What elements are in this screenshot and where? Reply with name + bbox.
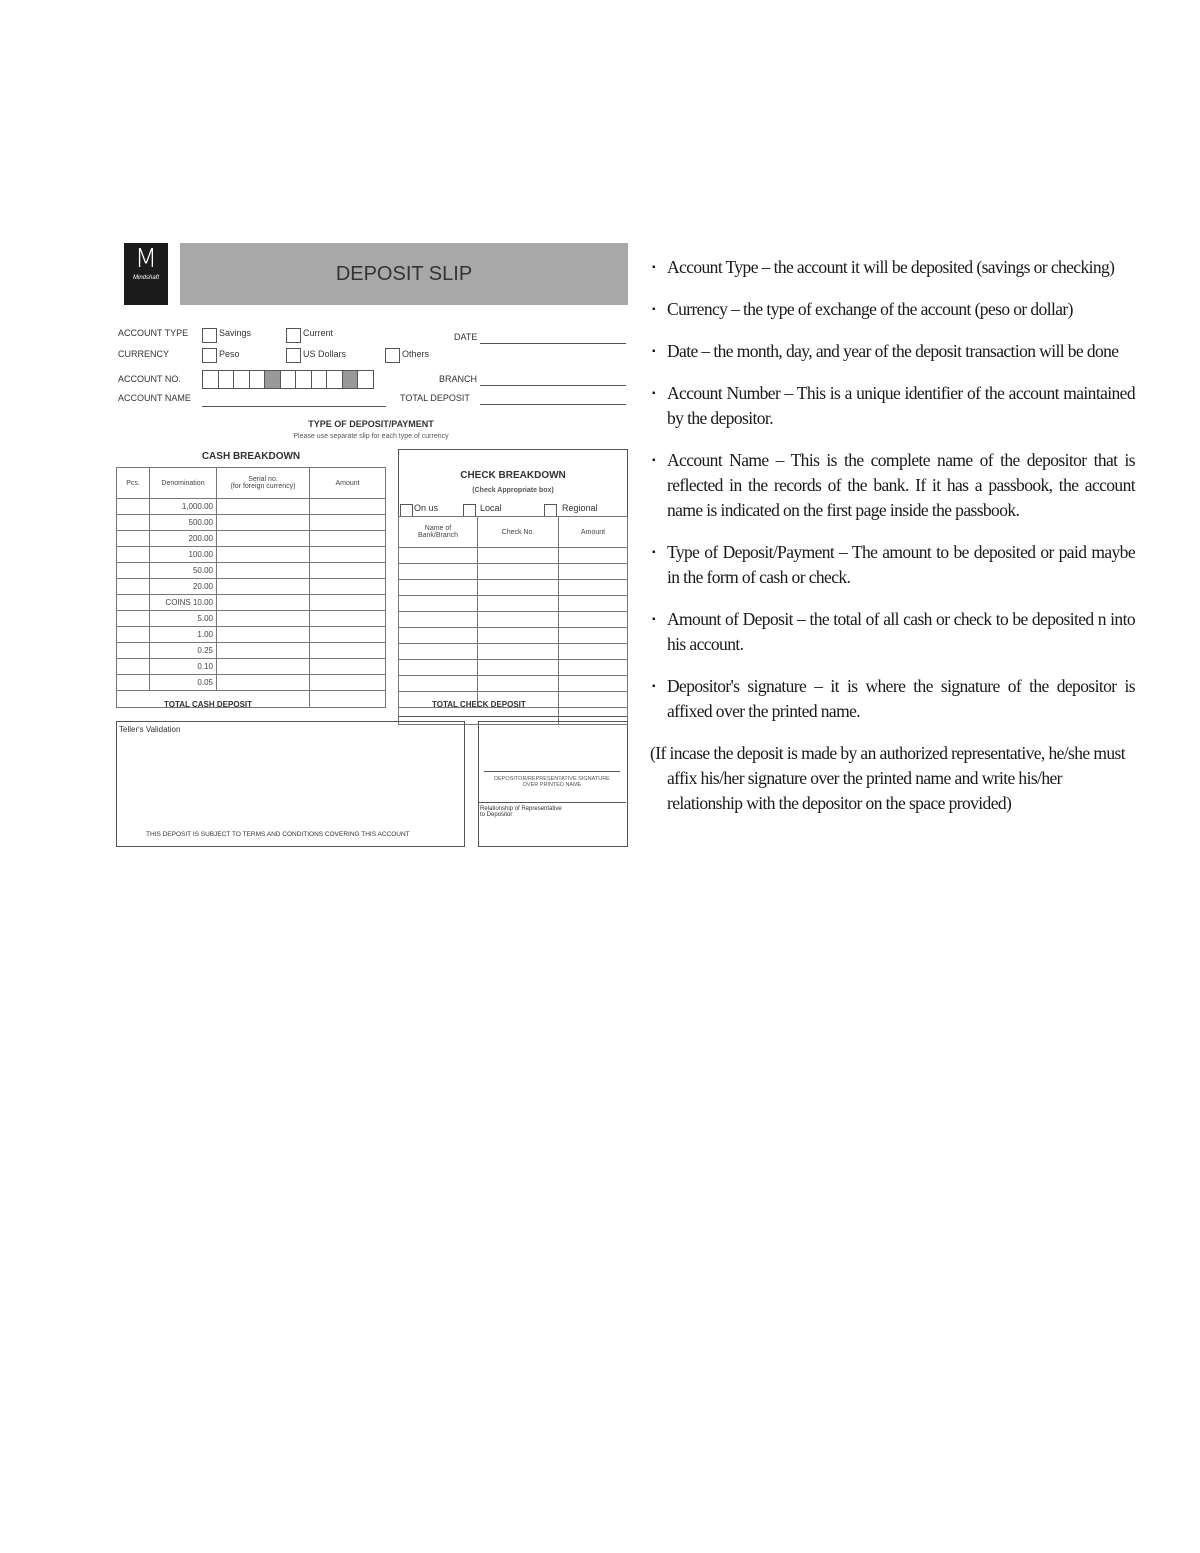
amount-cell[interactable] (310, 563, 386, 579)
check-breakdown-table (398, 516, 628, 725)
account-no-boxes[interactable] (202, 370, 374, 389)
denomination-cell: 0.25 (150, 643, 217, 659)
bank-branch-cell[interactable] (399, 660, 478, 676)
explanation-account-number: ▪ Account Number – This is a unique identifier of the account maintained by the depositor. (650, 381, 1135, 431)
check-amount-cell[interactable] (559, 644, 628, 660)
pcs-cell[interactable] (117, 531, 150, 547)
type-of-deposit-note: Please use separate slip for each type of currency (293, 433, 449, 440)
denomination-cell: 5.00 (150, 611, 217, 627)
us-dollars-label: US Dollars (303, 349, 347, 359)
check-no-cell[interactable] (478, 580, 559, 596)
cash-row (117, 627, 386, 643)
logo-letter: M (134, 244, 158, 274)
check-no-cell[interactable] (478, 548, 559, 564)
check-amount-cell[interactable] (559, 612, 628, 628)
pcs-cell[interactable] (117, 563, 150, 579)
denomination-cell: 500.00 (150, 515, 217, 531)
pcs-cell[interactable] (117, 547, 150, 563)
bank-branch-cell[interactable] (399, 596, 478, 612)
relationship-label: Relationship of Representative to Depositor (480, 806, 562, 818)
amount-cell[interactable] (310, 659, 386, 675)
teller-validation-box (116, 721, 465, 847)
serial-cell[interactable] (217, 499, 310, 515)
pcs-cell[interactable] (117, 611, 150, 627)
check-amount-cell[interactable] (559, 596, 628, 612)
amount-cell[interactable] (310, 515, 386, 531)
peso-label: Peso (219, 349, 240, 359)
pcs-cell[interactable] (117, 579, 150, 595)
amount-cell[interactable] (310, 547, 386, 563)
denomination-cell: 1,000.00 (150, 499, 217, 515)
check-no-cell[interactable] (478, 628, 559, 644)
cash-header-pcs: Pcs. (117, 468, 150, 499)
check-row (399, 564, 628, 580)
amount-cell[interactable] (310, 675, 386, 691)
bank-branch-cell[interactable] (399, 676, 478, 692)
check-row (399, 612, 628, 628)
check-breakdown-title: CHECK BREAKDOWN (460, 470, 566, 481)
amount-cell[interactable] (310, 643, 386, 659)
serial-cell[interactable] (217, 675, 310, 691)
field-explanations (650, 255, 1135, 816)
amount-cell[interactable] (310, 595, 386, 611)
total-deposit-field[interactable] (480, 404, 626, 405)
cash-total-amount[interactable] (310, 691, 386, 708)
explanation-type-of-deposit: ▪ Type of Deposit/Payment – The amount to be deposited or paid maybe in the form of cash or check. (650, 540, 1135, 590)
others-checkbox[interactable] (385, 348, 400, 363)
logo-subtext: Mindshaft (132, 275, 159, 281)
cash-row (117, 515, 386, 531)
check-amount-cell[interactable] (559, 676, 628, 692)
check-no-cell[interactable] (478, 596, 559, 612)
cash-row (117, 675, 386, 691)
local-label: Local (480, 503, 502, 513)
serial-cell[interactable] (217, 611, 310, 627)
cash-row (117, 499, 386, 515)
check-row (399, 644, 628, 660)
pcs-cell[interactable] (117, 499, 150, 515)
deposit-slip-form (116, 243, 628, 846)
check-amount-cell[interactable] (559, 580, 628, 596)
current-checkbox[interactable] (286, 328, 301, 343)
bank-branch-cell[interactable] (399, 612, 478, 628)
serial-cell[interactable] (217, 531, 310, 547)
bank-branch-cell[interactable] (399, 564, 478, 580)
cash-row (117, 611, 386, 627)
regional-label: Regional (562, 503, 598, 513)
check-amount-cell[interactable] (559, 660, 628, 676)
check-header-amount: Amount (559, 517, 628, 548)
pcs-cell[interactable] (117, 659, 150, 675)
branch-label: BRANCH (439, 374, 478, 384)
denomination-cell: COINS 10.00 (150, 595, 217, 611)
amount-cell[interactable] (310, 499, 386, 515)
teller-validation-label: Teller's Validation (119, 725, 181, 734)
account-name-label: ACCOUNT NAME (118, 393, 191, 403)
signature-line (484, 771, 620, 772)
serial-cell[interactable] (217, 659, 310, 675)
date-label: DATE (454, 332, 478, 342)
cash-row (117, 531, 386, 547)
cash-header-serial: Serial no. (for foreign currency) (217, 468, 310, 499)
type-of-deposit-title: TYPE OF DEPOSIT/PAYMENT (308, 419, 434, 429)
amount-cell[interactable] (310, 531, 386, 547)
account-name-field[interactable] (202, 406, 386, 407)
check-amount-cell[interactable] (559, 564, 628, 580)
denomination-cell: 20.00 (150, 579, 217, 595)
cash-header-amount: Amount (310, 468, 386, 499)
terms-text: THIS DEPOSIT IS SUBJECT TO TERMS AND CONDITIONS COVERING THIS ACCOUNT (146, 831, 410, 838)
peso-checkbox[interactable] (202, 348, 217, 363)
check-row (399, 580, 628, 596)
serial-cell[interactable] (217, 595, 310, 611)
denomination-cell: 100.00 (150, 547, 217, 563)
cash-breakdown-title: CASH BREAKDOWN (201, 451, 301, 462)
check-row (399, 660, 628, 676)
amount-cell[interactable] (310, 611, 386, 627)
serial-cell[interactable] (217, 547, 310, 563)
pcs-cell[interactable] (117, 595, 150, 611)
explanation-currency: ▪ Currency – the type of exchange of the account (peso or dollar) (650, 297, 1135, 322)
serial-cell[interactable] (217, 515, 310, 531)
denomination-cell: 0.10 (150, 659, 217, 675)
serial-cell[interactable] (217, 627, 310, 643)
total-deposit-label: TOTAL DEPOSIT (400, 393, 470, 403)
pcs-cell[interactable] (117, 643, 150, 659)
bank-branch-cell[interactable] (399, 548, 478, 564)
denomination-cell: 0.05 (150, 675, 217, 691)
account-no-label: ACCOUNT NO. (118, 374, 181, 384)
check-row (399, 676, 628, 692)
check-no-cell[interactable] (478, 660, 559, 676)
check-no-cell[interactable] (478, 676, 559, 692)
explanation-signature: ▪ Depositor's signature – it is where the signature of the depositor is affixed over the printed name. (650, 674, 1135, 724)
check-header-check-no: Check No. (478, 517, 559, 548)
signature-caption: DEPOSITOR/REPRESENTATIVE SIGNATURE OVER PRINTED NAME (494, 776, 610, 788)
check-amount-cell[interactable] (559, 628, 628, 644)
bank-branch-cell[interactable] (399, 628, 478, 644)
serial-cell[interactable] (217, 643, 310, 659)
pcs-cell[interactable] (117, 675, 150, 691)
currency-label: CURRENCY (118, 349, 170, 359)
check-no-cell[interactable] (478, 612, 559, 628)
denomination-cell: 1.00 (150, 627, 217, 643)
check-amount-cell[interactable] (559, 692, 628, 708)
others-label: Others (402, 349, 430, 359)
check-no-cell[interactable] (478, 564, 559, 580)
slip-title: DEPOSIT SLIP (180, 243, 628, 305)
date-field[interactable] (480, 343, 626, 344)
bank-logo (124, 243, 168, 305)
savings-checkbox[interactable] (202, 328, 217, 343)
bank-branch-cell[interactable] (399, 580, 478, 596)
cash-breakdown-table (116, 467, 386, 708)
pcs-cell[interactable] (117, 515, 150, 531)
total-cash-deposit-label: TOTAL CASH DEPOSIT (164, 700, 253, 709)
explanation-account-type: ▪ Account Type – the account it will be deposited (savings or checking) (650, 255, 1135, 280)
signature-divider (478, 802, 626, 803)
explanation-account-name: ▪ Account Name – This is the complete name of the depositor that is reflected in the records of the bank. If it has a passbook, the account name is indicated on the first page inside the passbook. (650, 448, 1135, 523)
cash-row (117, 547, 386, 563)
account-type-label: ACCOUNT TYPE (118, 328, 189, 338)
check-row (399, 628, 628, 644)
representative-note: (If incase the deposit is made by an authorized representative, he/she must affix his/her signature over the printed name and write his/her relationship with the depositor on the space provided) (650, 743, 1125, 813)
cash-row (117, 659, 386, 675)
explanation-date: ▪ Date – the month, day, and year of the deposit transaction will be done (650, 339, 1135, 364)
check-no-cell[interactable] (478, 644, 559, 660)
check-breakdown-subtitle: (Check Appropriate box) (472, 487, 554, 494)
serial-cell[interactable] (217, 579, 310, 595)
on-us-label: On us (414, 503, 439, 513)
savings-label: Savings (219, 328, 252, 338)
check-row (399, 596, 628, 612)
check-amount-cell[interactable] (559, 548, 628, 564)
pcs-cell[interactable] (117, 627, 150, 643)
branch-field[interactable] (480, 385, 626, 386)
amount-cell[interactable] (310, 579, 386, 595)
cash-row (117, 643, 386, 659)
denomination-cell: 200.00 (150, 531, 217, 547)
check-header-bank: Name of Bank/Branch (399, 517, 478, 548)
cash-row (117, 595, 386, 611)
serial-cell[interactable] (217, 563, 310, 579)
cash-header-denomination: Denomination (150, 468, 217, 499)
denomination-cell: 50.00 (150, 563, 217, 579)
explanation-list (650, 255, 1135, 724)
total-check-deposit-label: TOTAL CHECK DEPOSIT (432, 700, 526, 709)
explanation-amount-of-deposit: ▪ Amount of Deposit – the total of all cash or check to be deposited n into his account. (650, 607, 1135, 657)
current-label: Current (303, 328, 334, 338)
check-row (399, 548, 628, 564)
amount-cell[interactable] (310, 627, 386, 643)
cash-row (117, 579, 386, 595)
bank-branch-cell[interactable] (399, 644, 478, 660)
us-dollars-checkbox[interactable] (286, 348, 301, 363)
cash-row (117, 563, 386, 579)
